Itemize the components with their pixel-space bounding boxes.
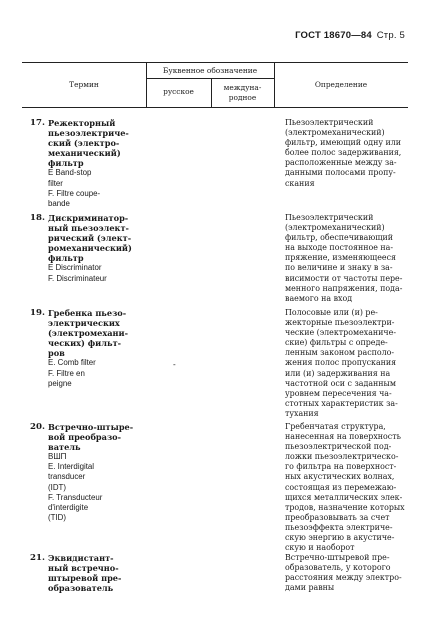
term-russian: Встречно-штыре- вой преобразо- ватель <box>48 422 134 453</box>
entry-number: 18. <box>30 213 45 223</box>
entry-number: 21. <box>30 553 45 563</box>
term-russian: Гребенка пьезо- электрических (электромехани- ческих) фильт- ров <box>48 308 128 359</box>
term-russian: Эквидистант- ный встречно- штыревой пре- образователь <box>48 553 122 594</box>
term-french: F. Transducteur d'interdigite (TID) <box>48 492 103 522</box>
designation-header-divider <box>146 78 274 79</box>
column-heading-definition: Определение <box>314 80 368 89</box>
entry-number: 17. <box>30 118 45 128</box>
entry-number: 19. <box>30 308 45 318</box>
page-number: Стр. 5 <box>376 30 405 41</box>
column-heading-letter-designation: Буквенное обозначение <box>162 66 258 75</box>
column-heading-russian: русское <box>163 87 194 96</box>
term-french: F. Filtre coupe- bande <box>48 188 101 208</box>
term-cell <box>48 213 144 284</box>
standard-number: ГОСТ 18670—84 <box>295 30 372 41</box>
term-cell <box>48 422 144 523</box>
definition-text: Встречно-штыревой пре- образователь, у которого расстояния между электро- дами равны <box>285 553 402 593</box>
term-english: E Band-stop filter <box>48 168 92 188</box>
russian-designation: - <box>173 360 176 369</box>
term-cell <box>48 553 144 593</box>
term-french: F. Discriminateur <box>48 273 107 283</box>
term-english: E. Interdigital transducer (IDT) <box>48 462 95 492</box>
definition-text: Гребенчатая структура, нанесенная на поверхность пьезоэлектрической под- ложки пьезоэлектрическо- го фильтра на поверхност- ных акустических волнах, состоящая из перемежаю- щихся металлических элек- тродов, назначение которых преобразовывать за счет пьезоэффекта электриче- скую энергию в акустиче- скую и наоборот <box>285 422 405 553</box>
column-heading-international: междуна- родное <box>223 83 262 102</box>
term-english: E. Comb filter <box>48 358 96 368</box>
term-cell <box>48 308 144 389</box>
entry-number: 20. <box>30 422 45 432</box>
definition-text: Пьезоэлектрический (электромеханический) фильтр, обеспечивающий на выходе постоянное на- пряжение, изменяющееся по величине и знаку в за- висимости от частоты пере- менного напряжения, пода- ваемого на вход <box>285 213 403 303</box>
term-english: E Discriminator <box>48 263 102 273</box>
page-header <box>295 30 405 41</box>
table-top-border <box>22 62 408 63</box>
definition-text: Пьезоэлектрический (электромеханический) фильтр, имеющий одну или более полос задерживания, расположенные между за- данными полосами пропу- скания <box>285 118 402 188</box>
term-cell <box>48 118 144 209</box>
header-bottom-border <box>22 107 408 108</box>
definition-text: Полосовые или (и) ре- жекторные пьезоэлектри- ческие (электромеханиче- ские) фильтры с опреде- ленным законом располо- жения полос пропускания или (и) задерживания на частотной оси с заданным уровнем пересечения ча- стотных характеристик за- тухания <box>285 308 398 418</box>
term-abbreviation: ВШП <box>48 452 67 462</box>
column-heading-term: Термин <box>69 80 99 89</box>
term-french: F. Filtre en peigne <box>48 368 85 388</box>
term-russian: Режекторный пьезоэлектриче- ский (электро- механический) фильтр <box>48 118 129 169</box>
term-russian: Дискриминатор- ный пьезоэлект- рический (элект- ромеханический) фильтр <box>48 213 132 264</box>
